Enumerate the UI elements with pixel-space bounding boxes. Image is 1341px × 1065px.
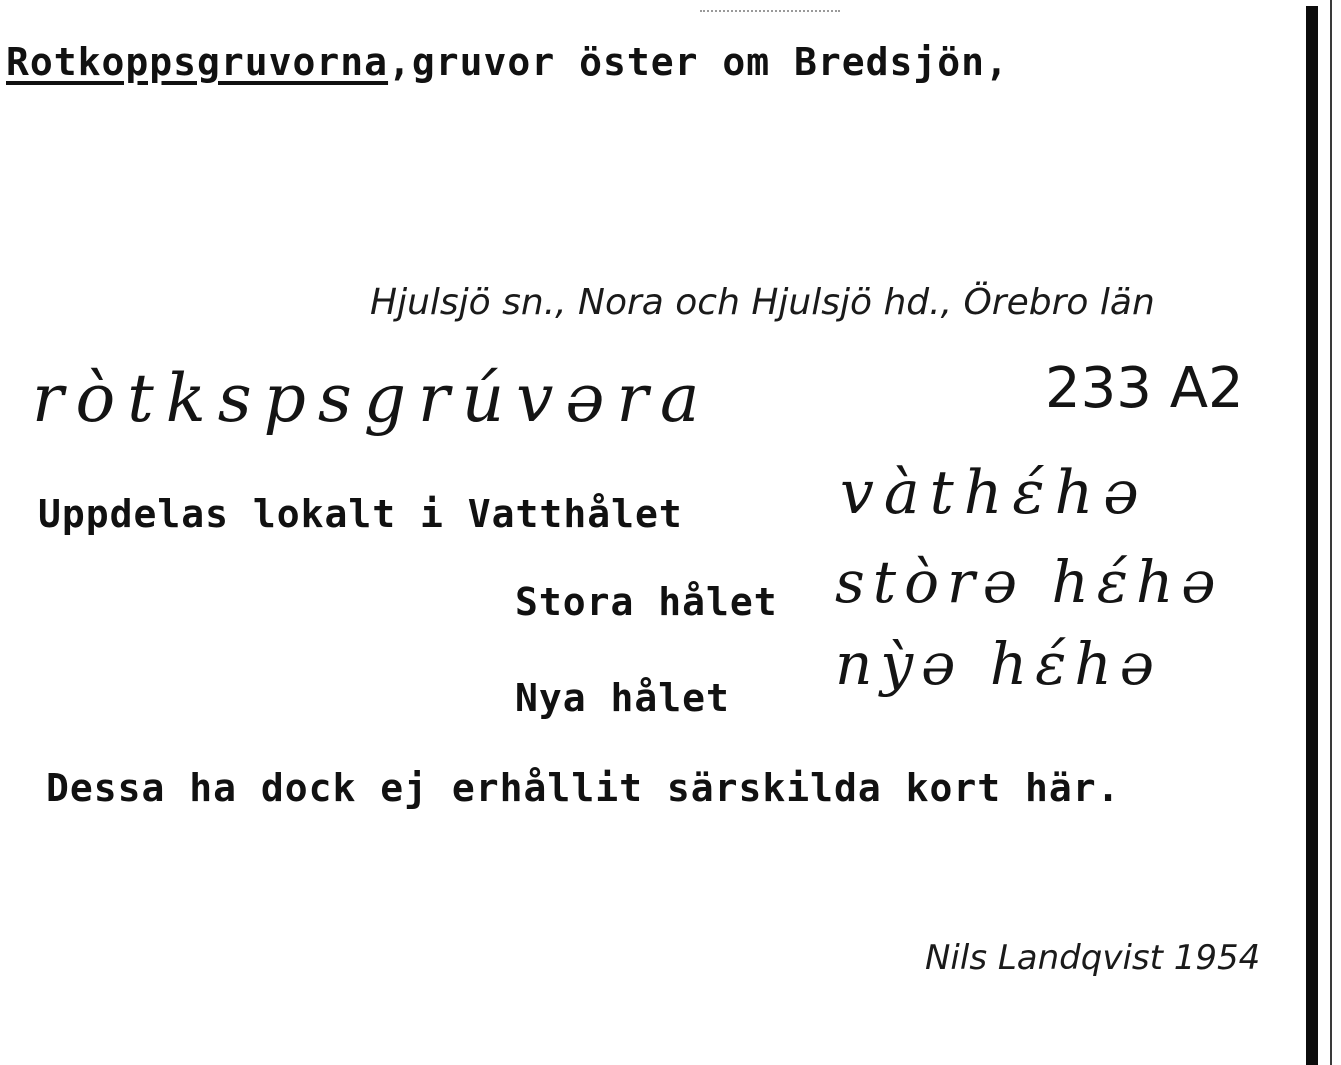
scan-speckles [700, 10, 840, 12]
subdivision-label: Stora hålet [515, 580, 778, 624]
card-title [6, 40, 1009, 84]
card-note: Dessa ha dock ej erhållit särskilda kort här. [46, 766, 1121, 810]
card-edge-line [1330, 0, 1332, 1065]
signature: Nils Landqvist 1954 [925, 938, 1261, 978]
subdivision-phonetic: nỳə hɛ́hə [835, 630, 1163, 698]
title-rest: ,gruvor öster om Bredsjön, [388, 40, 1009, 84]
title-underlined: Rotkoppsgruvorna [6, 40, 389, 84]
card-number: 233 A2 [1045, 356, 1244, 421]
subdivision-phonetic: vàthɛ́hə [840, 458, 1149, 528]
subdivision-label: Uppdelas lokalt i Vatthålet [38, 492, 683, 536]
phonetic-transcription: ròtkspsgrúvəra [32, 360, 712, 437]
card-edge-shadow [1306, 6, 1318, 1065]
locality-line: Hjulsjö sn., Nora och Hjulsjö hd., Örebro län [370, 282, 1155, 323]
subdivision-phonetic: stòrə hɛ́hə [835, 548, 1224, 616]
subdivision-label: Nya hålet [515, 676, 730, 720]
